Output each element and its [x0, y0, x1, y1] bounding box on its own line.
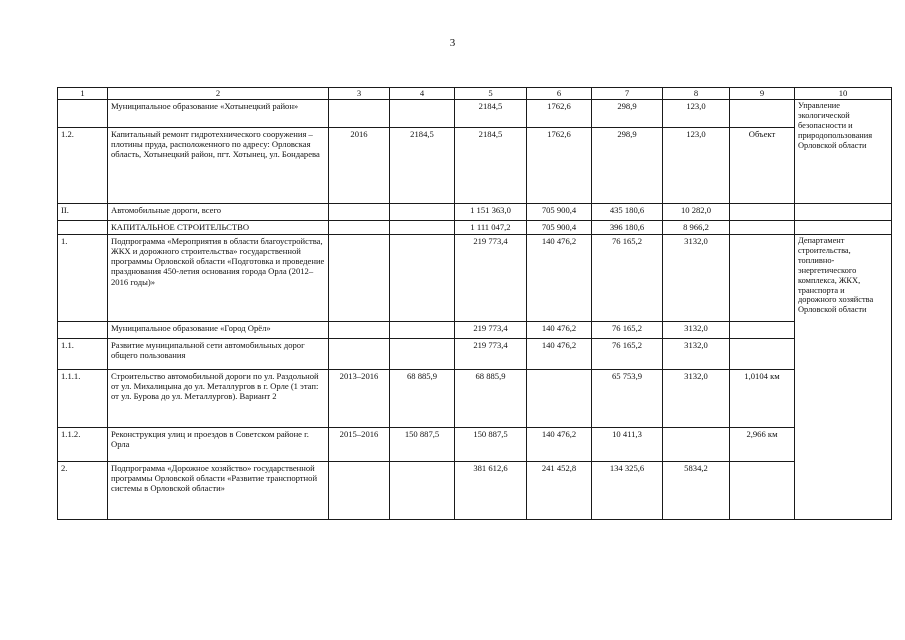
row-total: 219 773,4	[455, 235, 527, 322]
row-period	[329, 204, 390, 221]
row-cost: 2184,5	[390, 128, 455, 204]
row-local: 123,0	[663, 100, 730, 128]
header-cell: 4	[390, 88, 455, 100]
table-row	[58, 204, 892, 221]
responsible-executor	[795, 235, 892, 520]
header-cell: 5	[455, 88, 527, 100]
row-regional: 435 180,6	[592, 204, 663, 221]
row-responsible	[795, 204, 892, 221]
row-regional: 396 180,6	[592, 221, 663, 235]
row-total: 219 773,4	[455, 339, 527, 370]
row-capacity: 1,0104 км	[730, 370, 795, 428]
row-cost	[390, 204, 455, 221]
row-regional: 76 165,2	[592, 235, 663, 322]
table-row	[58, 322, 892, 339]
row-number	[58, 221, 108, 235]
row-number: II.	[58, 204, 108, 221]
row-total: 1 151 363,0	[455, 204, 527, 221]
row-local: 3132,0	[663, 235, 730, 322]
row-description: Капитальный ремонт гидротехнического сооружения – плотины пруда, расположенного по адресу: Орловская область, Хотынецкий район, пгт. Хотынец, ул. Бондарева	[108, 128, 329, 204]
row-number: 2.	[58, 462, 108, 520]
row-capacity	[730, 221, 795, 235]
row-federal: 241 452,8	[527, 462, 592, 520]
table-header-row	[58, 88, 892, 100]
responsible-line: транспорта и	[798, 285, 845, 295]
row-local: 3132,0	[663, 339, 730, 370]
row-local: 3132,0	[663, 322, 730, 339]
responsible-line: экологической	[798, 110, 850, 120]
row-regional: 10 411,3	[592, 428, 663, 462]
table-row	[58, 235, 892, 322]
row-regional: 298,9	[592, 100, 663, 128]
row-capacity: 2,966 км	[730, 428, 795, 462]
row-capacity	[730, 462, 795, 520]
row-federal: 1762,6	[527, 100, 592, 128]
responsible-executor	[795, 100, 892, 204]
table-row	[58, 221, 892, 235]
row-period	[329, 322, 390, 339]
row-description: КАПИТАЛЬНОЕ СТРОИТЕЛЬСТВО	[108, 221, 329, 235]
row-regional: 76 165,2	[592, 339, 663, 370]
row-number: 1.	[58, 235, 108, 322]
row-regional: 76 165,2	[592, 322, 663, 339]
row-cost	[390, 221, 455, 235]
row-local: 123,0	[663, 128, 730, 204]
responsible-line: комплекса, ЖКХ,	[798, 275, 861, 285]
row-local: 3132,0	[663, 370, 730, 428]
row-federal: 140 476,2	[527, 339, 592, 370]
row-federal: 140 476,2	[527, 428, 592, 462]
row-cost	[390, 339, 455, 370]
row-capacity	[730, 339, 795, 370]
row-description: Подпрограмма «Мероприятия в области благоустройства, ЖКХ и дорожного строительства» государственной программы Орловской области «Подготовка и проведение празднования 450-летия основания города Орла (2012–2016 годы)»	[108, 235, 329, 322]
row-regional: 298,9	[592, 128, 663, 204]
row-description: Автомобильные дороги, всего	[108, 204, 329, 221]
row-regional: 134 325,6	[592, 462, 663, 520]
row-description: Строительство автомобильной дороги по ул. Раздольной от ул. Михалицына до ул. Металлургов в г. Орле (1 этап: от ул. Бурова до ул. Металлургов). Вариант 2	[108, 370, 329, 428]
responsible-line: дорожного хозяйства	[798, 295, 874, 305]
row-total: 150 887,5	[455, 428, 527, 462]
row-federal	[527, 370, 592, 428]
row-number: 1.1.1.	[58, 370, 108, 428]
row-capacity	[730, 100, 795, 128]
responsible-line: безопасности и	[798, 120, 853, 130]
row-responsible	[795, 221, 892, 235]
row-number: 1.1.	[58, 339, 108, 370]
row-federal: 705 900,4	[527, 221, 592, 235]
row-period	[329, 221, 390, 235]
row-period	[329, 462, 390, 520]
row-number: 1.1.2.	[58, 428, 108, 462]
responsible-line: строительства,	[798, 245, 851, 255]
row-cost: 68 885,9	[390, 370, 455, 428]
header-cell: 9	[730, 88, 795, 100]
page-number: 3	[449, 37, 456, 49]
responsible-line: Управление	[798, 101, 841, 110]
row-regional: 65 753,9	[592, 370, 663, 428]
row-total: 1 111 047,2	[455, 221, 527, 235]
row-description: Развитие муниципальной сети автомобильных дорог общего пользования	[108, 339, 329, 370]
row-total: 2184,5	[455, 100, 527, 128]
row-local: 8 966,2	[663, 221, 730, 235]
row-description: Реконструкция улиц и проездов в Советском районе г. Орла	[108, 428, 329, 462]
row-capacity	[730, 322, 795, 339]
responsible-line: топливно-	[798, 255, 835, 265]
header-cell: 2	[108, 88, 329, 100]
table-row	[58, 339, 892, 370]
row-total: 2184,5	[455, 128, 527, 204]
row-federal: 140 476,2	[527, 322, 592, 339]
row-total: 381 612,6	[455, 462, 527, 520]
row-federal: 705 900,4	[527, 204, 592, 221]
table-row	[58, 128, 892, 204]
row-capacity: Объект	[730, 128, 795, 204]
responsible-line: энергетического	[798, 265, 857, 275]
table-row	[58, 428, 892, 462]
row-local	[663, 428, 730, 462]
row-period: 2015–2016	[329, 428, 390, 462]
row-cost: 150 887,5	[390, 428, 455, 462]
responsible-line: Орловской области	[798, 140, 867, 150]
row-capacity	[730, 204, 795, 221]
row-federal: 1762,6	[527, 128, 592, 204]
responsible-line: природопользования	[798, 130, 873, 140]
row-cost	[390, 462, 455, 520]
row-cost	[390, 322, 455, 339]
row-total: 219 773,4	[455, 322, 527, 339]
row-period	[329, 235, 390, 322]
header-cell: 3	[329, 88, 390, 100]
row-total: 68 885,9	[455, 370, 527, 428]
responsible-line: Орловской области	[798, 305, 867, 315]
row-capacity	[730, 235, 795, 322]
header-cell: 7	[592, 88, 663, 100]
row-description: Муниципальное образование «Город Орёл»	[108, 322, 329, 339]
measures-table	[57, 87, 892, 520]
row-federal: 140 476,2	[527, 235, 592, 322]
row-period	[329, 339, 390, 370]
row-local: 5834,2	[663, 462, 730, 520]
row-local: 10 282,0	[663, 204, 730, 221]
row-number	[58, 322, 108, 339]
row-cost	[390, 100, 455, 128]
row-period: 2013–2016	[329, 370, 390, 428]
row-cost	[390, 235, 455, 322]
header-cell: 10	[795, 88, 892, 100]
row-number	[58, 100, 108, 128]
row-period	[329, 100, 390, 128]
header-cell: 1	[58, 88, 108, 100]
header-cell: 6	[527, 88, 592, 100]
row-period: 2016	[329, 128, 390, 204]
row-description: Подпрограмма «Дорожное хозяйство» государственной программы Орловской области «Развитие транспортной системы в Орловской области»	[108, 462, 329, 520]
row-number: 1.2.	[58, 128, 108, 204]
table-row	[58, 100, 892, 128]
table-row	[58, 462, 892, 520]
responsible-line: Департамент	[798, 236, 845, 245]
table-row	[58, 370, 892, 428]
header-cell: 8	[663, 88, 730, 100]
row-description: Муниципальное образование «Хотынецкий район»	[108, 100, 329, 128]
